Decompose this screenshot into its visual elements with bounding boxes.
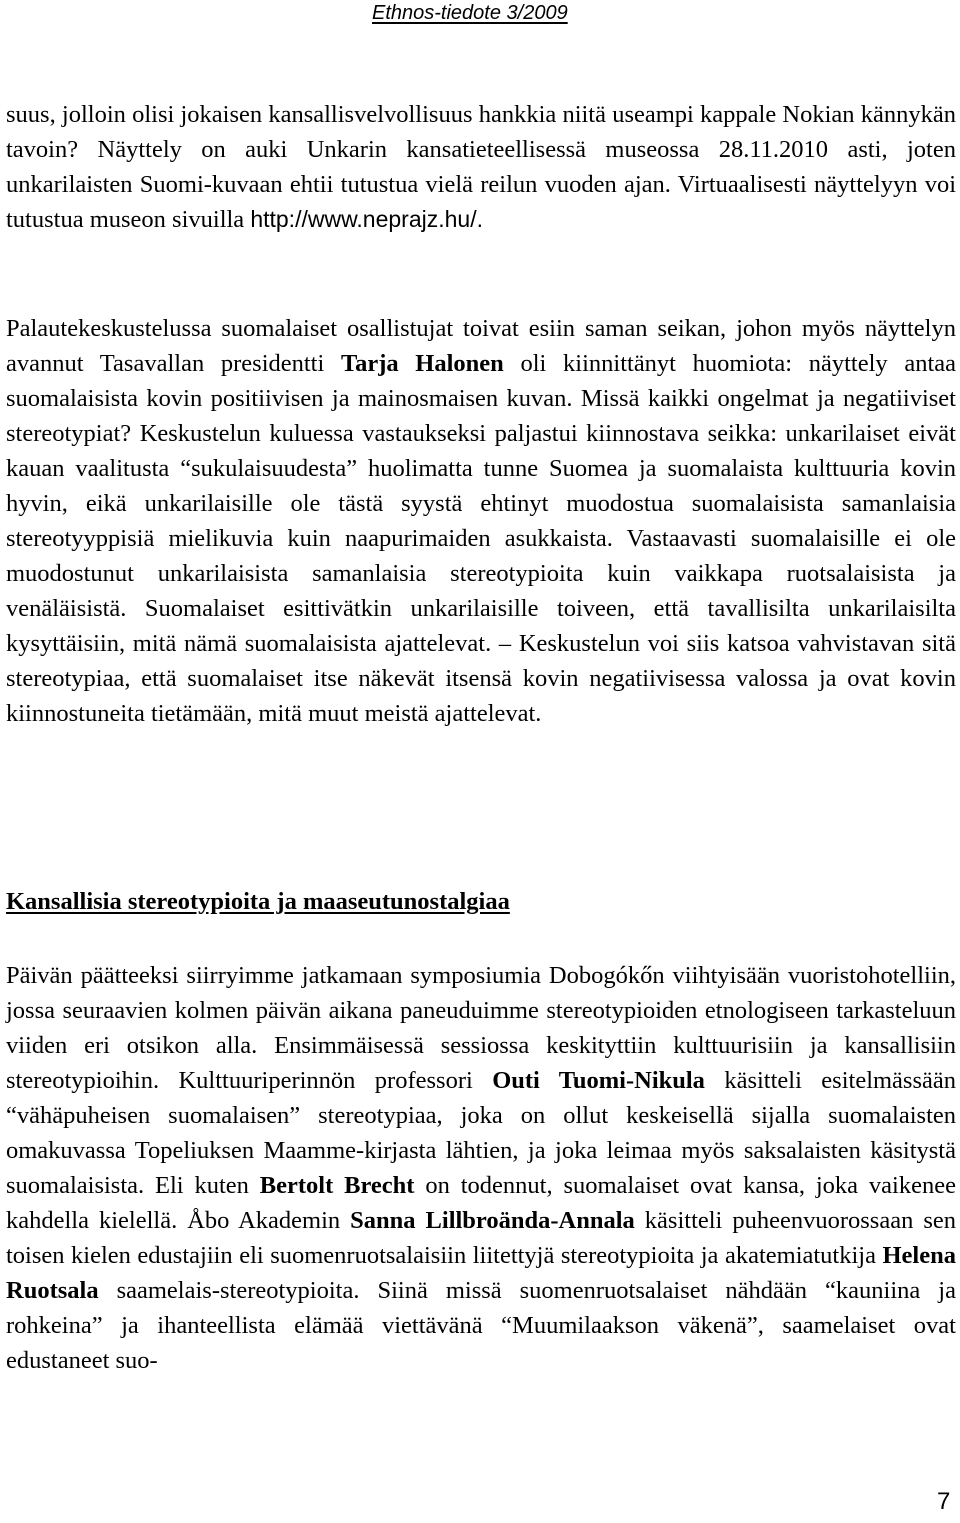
page-number: 7 [937, 1488, 951, 1515]
museum-url: http://www.neprajz.hu/. [250, 206, 483, 232]
paragraph-3-text-b: käsitteli esitelmässään “vähäpuheisen suomalaisen” stereotypiaa, joka on ollut keskeisellä sijalla suomalaisten omakuvassa Topeliuksen Maamme-kirjasta lähtien, ja joka leimaa myös saksalaisten käsitystä suomalaisista. Eli kuten [6, 1067, 956, 1199]
person-name-bertolt-brecht: Bertolt Brecht [259, 1172, 415, 1199]
running-header: Ethnos-tiedote 3/2009 [372, 2, 568, 24]
paragraph-3-text-d: käsitteli puheenvuorossaan sen toisen kielen edustajiin eli suomenruotsalaisiin liitettyjä stereotypioita ja akatemiatutkija [6, 1207, 957, 1269]
paragraph-2 [6, 311, 956, 731]
paragraph-3 [6, 958, 956, 1378]
paragraph-3-text-a: Päivän päätteeksi siirryimme jatkamaan symposiumia Dobogókőn viihtyisään vuoristohotelliin, jossa seuraavien kolmen päivän aikana paneuduimme stereotypioiden etnologiseen tarkasteluun viiden eri otsikon alla. Ensimmäisessä sessiossa keskityttiin kulttuurisiin ja kansallisiin stereotypioihin. Kulttuuriperinnön professori [6, 962, 956, 1094]
paragraph-1 [6, 97, 956, 237]
paragraph-3-text-e: saamelais-stereotypioita. Siinä missä suomenruotsalaiset nähdään “kauniina ja rohkeina” ja ihanteellista elämää viettävänä “Muumilaakson väkenä”, saamelaiset ovat edustaneet suo- [6, 1277, 956, 1374]
paragraph-3-text-c: on todennut, suomalaiset ovat kansa, joka vaikenee kahdella kielellä. Åbo Akademin [6, 1172, 956, 1234]
person-name-sanna-lillbroanda-annala: Sanna Lillbroända-Annala [350, 1207, 635, 1234]
paragraph-1-text: suus, jolloin olisi jokaisen kansallisvelvollisuus hankkia niitä useampi kappale Nokian kännykän tavoin? Näyttely on auki Unkarin kansatieteellisessä museossa 28.11.2010 asti, joten unkarilaisten Suomi-kuvaan ehtii tutustua vielä reilun vuoden ajan. Virtuaalisesti näyttelyyn voi tutustua museon sivuilla [6, 101, 956, 233]
person-name-helena-ruotsala: Helena Ruotsala [6, 1242, 956, 1304]
paragraph-2-text-a: Palautekeskustelussa suomalaiset osallistujat toivat esiin saman seikan, johon myös näyttelyn avannut Tasavallan presidentti [6, 315, 956, 377]
section-heading: Kansallisia stereotypioita ja maaseutunostalgiaa [6, 888, 510, 915]
paragraph-2-text-b: oli kiinnittänyt huomiota: näyttely antaa suomalaisista kovin positiivisen ja mainosmaisen kuvan. Missä kaikki ongelmat ja negatiiviset stereotypiat? Keskustelun kuluessa vastaukseksi paljastui kiinnostava seikka: unkarilaiset eivät kauan vaalitusta “sukulaisuudesta” huolimatta tunne Suomea ja suomalaista kulttuuria kovin hyvin, eikä unkarilaisille ole tästä syystä ehtinyt muodostua suomalaisista samanlaisia stereotyyppisiä mielikuvia kuin naapurimaiden asukkaista. Vastaavasti suomalaisille ei ole muodostunut unkarilaisista samanlaisia stereotypioita kuin vaikkapa ruotsalaisista ja venäläisistä. Suomalaiset esittivätkin unkarilaisille toiveen, että tavallisilta unkarilaisilta kysyttäisiin, mitä nämä suomalaisista ajattelevat. – Keskustelun voi siis katsoa vahvistavan sitä stereotypiaa, että suomalaiset itse näkevät itsensä kovin negatiivisessa valossa ja ovat kovin kiinnostuneita tietämään, mitä muut meistä ajattelevat. [6, 350, 956, 727]
person-name-tarja-halonen: Tarja Halonen [340, 350, 504, 377]
person-name-outi-tuomi-nikula: Outi Tuomi-Nikula [492, 1067, 705, 1094]
